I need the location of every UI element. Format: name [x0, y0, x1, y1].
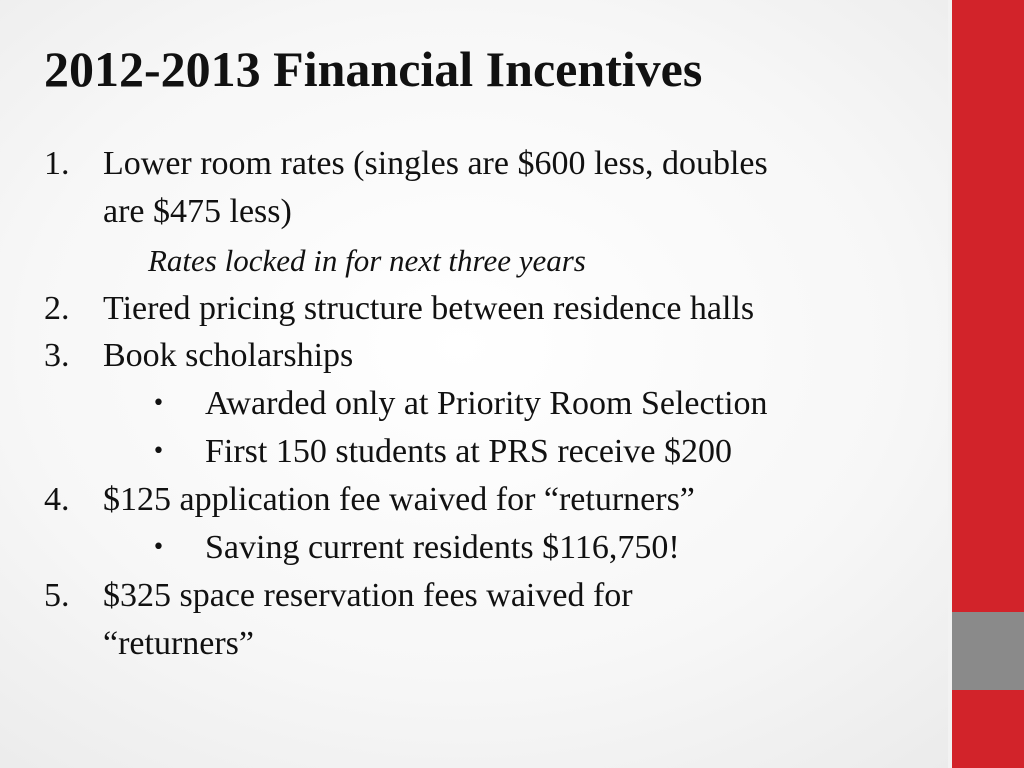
list-item-text: $125 application fee waived for “returners”	[103, 481, 695, 518]
list-item-number: 1.	[44, 145, 70, 182]
sub-bullet-item	[0, 525, 948, 571]
side-bar-red-band-bottom	[948, 690, 1024, 768]
list-item-text: $325 space reservation fees waived for	[103, 577, 633, 614]
list-item-2	[0, 286, 948, 332]
list-item-text: are $475 less)	[103, 193, 292, 230]
list-item-text: “returners”	[103, 625, 255, 662]
list-item-5	[0, 573, 948, 619]
slide-title: 2012-2013 Financial Incentives	[44, 41, 703, 97]
sub-bullet-text: Awarded only at Priority Room Selection	[205, 385, 768, 422]
sub-bullet-text: First 150 students at PRS receive $200	[205, 433, 732, 470]
list-item-number: 3.	[44, 337, 70, 374]
sub-bullet-text: Saving current residents $116,750!	[205, 529, 680, 566]
bullet-icon: •	[152, 439, 165, 464]
list-item-number: 4.	[44, 481, 70, 518]
list-item-1	[0, 141, 948, 187]
side-accent-bar	[948, 0, 1024, 768]
list-item-4	[0, 477, 948, 523]
bullet-icon: •	[152, 391, 165, 416]
list-item-5-continued	[0, 621, 948, 667]
list-item-number: 5.	[44, 577, 70, 614]
sub-bullet-item	[0, 381, 948, 427]
list-item-1-continued	[0, 189, 948, 235]
bullet-icon: •	[152, 535, 165, 560]
sub-bullet-item	[0, 429, 948, 475]
list-item-text: Book scholarships	[103, 337, 354, 374]
side-bar-red-band	[948, 0, 1024, 612]
list-item-text: Tiered pricing structure between residence halls	[103, 290, 755, 327]
list-item-1-note	[0, 238, 948, 284]
side-bar-gray-band	[948, 612, 1024, 690]
side-bar-divider	[948, 0, 952, 768]
list-item-note: Rates locked in for next three years	[148, 243, 586, 278]
list-item-text: Lower room rates (singles are $600 less, doubles	[103, 145, 768, 182]
list-item-3	[0, 333, 948, 379]
list-item-number: 2.	[44, 290, 70, 327]
